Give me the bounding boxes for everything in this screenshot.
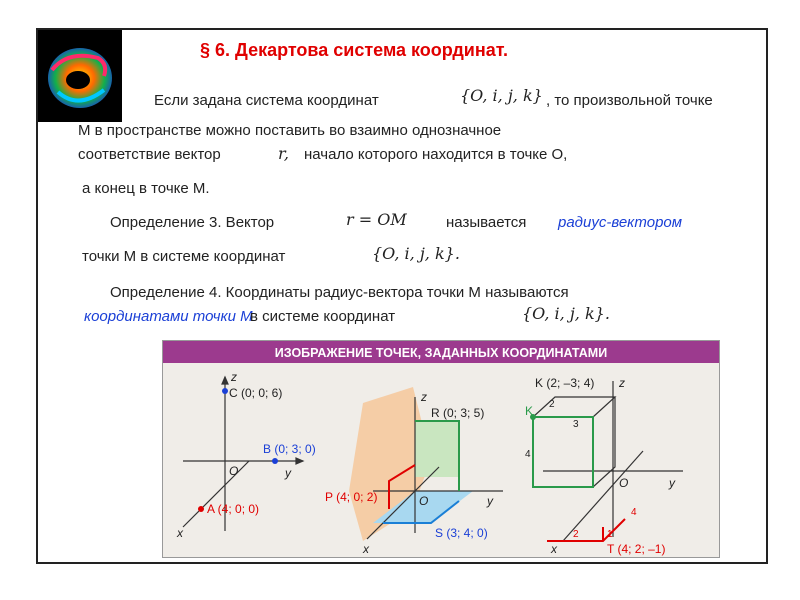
p2-x-label: x xyxy=(363,542,369,556)
coordinate-system-formula-3: {O, i, j, k}. xyxy=(522,304,610,323)
p2-point-p-label: P (4; 0; 2) xyxy=(325,490,378,504)
def4-line2-rest: в системе координат xyxy=(250,308,396,325)
p1-point-a-label: A (4; 0; 0) xyxy=(207,502,260,516)
p1-x-label: x xyxy=(177,526,183,540)
def3-prefix: Определение 3. Вектор xyxy=(110,214,275,231)
p3-y-label: y xyxy=(669,476,675,490)
p1-point-c-label: C (0; 0; 6) xyxy=(229,386,283,400)
para1-line2: M в пространстве можно поставить во взаимно однозначное xyxy=(78,122,502,139)
coordinate-system-formula-1: {O, i, j, k} xyxy=(460,86,543,105)
p2-y-label: y xyxy=(487,494,493,508)
p2-point-r-label: R (0; 3; 5) xyxy=(431,406,485,420)
p1-origin-label: O xyxy=(229,464,239,478)
p1-y-label: y xyxy=(285,466,291,480)
para1-line4: а конец в точке M. xyxy=(82,180,210,197)
p3-num-4a: 4 xyxy=(525,449,531,460)
figure-header: ИЗОБРАЖЕНИЕ ТОЧЕК, ЗАДАННЫХ КООРДИНАТАМИ xyxy=(274,346,608,360)
p2-z-label: z xyxy=(421,390,427,404)
p3-num-1: 1 xyxy=(607,529,613,540)
def3-term: радиус-вектором xyxy=(558,214,683,231)
para1-line3b: начало которого находится в точке O, xyxy=(304,146,568,163)
slide xyxy=(36,28,768,564)
p2-origin-label: O xyxy=(419,494,429,508)
p2-point-s-label: S (3; 4; 0) xyxy=(435,526,488,540)
p3-point-k-coords: K (2; –3; 4) xyxy=(535,376,595,390)
para1-line1-end: , то произвольной точке xyxy=(546,92,713,109)
def3-middle: называется xyxy=(446,214,527,231)
para1-line3a: соответствие вектор xyxy=(78,146,221,163)
p1-point-b-label: B (0; 3; 0) xyxy=(263,442,316,456)
point-a xyxy=(198,506,204,512)
p3-num-3: 3 xyxy=(573,419,579,430)
p1-z-label: z xyxy=(231,370,237,384)
def4-line1: Определение 4. Координаты радиус-вектора точки M называются xyxy=(110,284,569,301)
p3-x-label: x xyxy=(551,542,557,556)
p3-point-k-label: K xyxy=(525,404,534,418)
p3-num-2b: 2 xyxy=(573,529,579,540)
radius-vector-formula: r = OM xyxy=(346,210,407,229)
p3-point-t-label: T (4; 2; –1) xyxy=(607,542,666,556)
vector-r-formula: r, xyxy=(278,144,289,163)
p3-z-label: z xyxy=(619,376,625,390)
page-title: § 6. Декартова система координат. xyxy=(200,40,508,60)
point-c xyxy=(222,388,228,394)
p3-num-2: 2 xyxy=(549,399,555,410)
para1-line1: Если задана система координат xyxy=(154,92,379,109)
point-b xyxy=(272,458,278,464)
coordinate-points-figure xyxy=(162,340,720,558)
def3-line2: точки M в системе координат xyxy=(82,248,286,265)
p3-num-4b: 4 xyxy=(631,507,637,518)
p3-origin-label: O xyxy=(619,476,629,490)
def4-term: координатами точки M xyxy=(84,308,253,325)
coordinate-system-formula-2: {O, i, j, k}. xyxy=(372,244,460,263)
fractal-torus-logo-icon xyxy=(38,30,122,122)
